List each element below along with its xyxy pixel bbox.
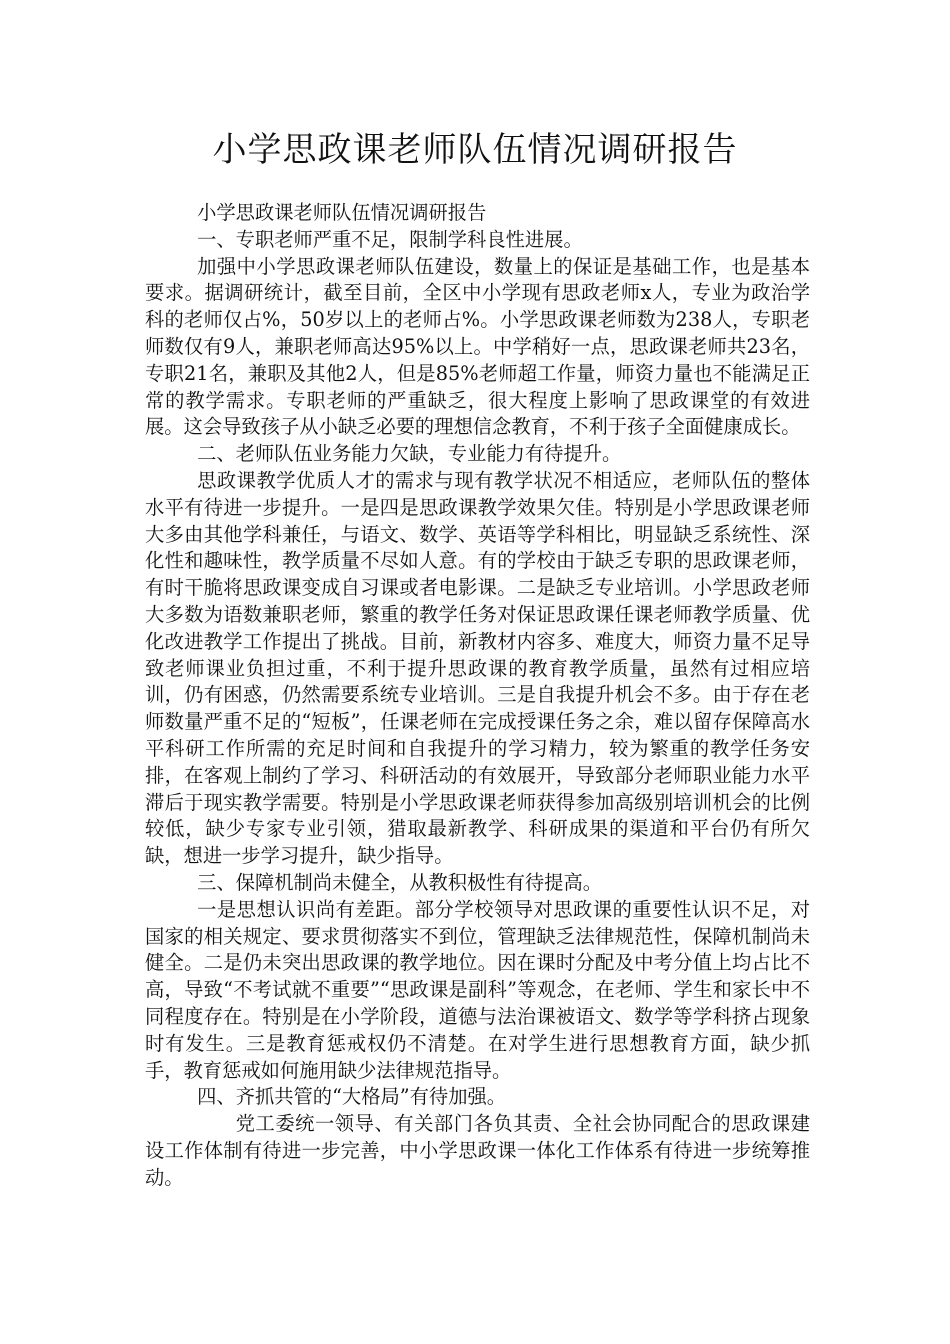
section-heading-3: 三、保障机制尚未健全，从教积极性有待提高。 [197, 870, 603, 894]
document-body [145, 200, 810, 1191]
body-paragraph: 党工委统一领导、有关部门各负其责、全社会协同配合的思政课建设工作体制有待进一步完善，中小学思政课一体化工作体系有待进一步统筹推动。 [145, 1112, 810, 1189]
section-heading-2: 二、老师队伍业务能力欠缺，专业能力有待提升。 [197, 442, 622, 466]
body-paragraph: 加强中小学思政课老师队伍建设，数量上的保证是基础工作，也是基本要求。据调研统计，截至目前，全区中小学现有思政老师x人，专业为政治学科的老师仅占%，50岁以上的老师占%。小学思政课老师数为238人，专职老师数仅有9人，兼职老师高达95%以上。中学稍好一点，思政课老师共23名，专职21名，兼职及其他2人，但是85%老师超工作量，师资力量也不能满足正常的教学需求。专职老师的严重缺乏，很大程度上影响了思政课堂的有效进展。这会导致孩子从小缺乏必要的理想信念教育，不利于孩子全面健康成长。 [145, 254, 810, 439]
section-heading-1: 一、专职老师严重不足，限制学科良性进展。 [197, 227, 583, 251]
subtitle-paragraph: 小学思政课老师队伍情况调研报告 [197, 201, 487, 224]
body-paragraph: 思政课教学优质人才的需求与现有教学状况不相适应，老师队伍的整体水平有待进一步提升。一是四是思政课教学效果欠佳。特别是小学思政课老师大多由其他学科兼任，与语文、数学、英语等学科相比，明显缺乏系统性、深化性和趣味性，教学质量不尽如人意。有的学校由于缺乏专职的思政课老师，有时干脆将思政课变成自习课或者电影课。二是缺乏专业培训。小学思政老师大多数为语数兼职老师，繁重的教学任务对保证思政课任课老师教学质量、优化改进教学工作提出了挑战。目前，新教材内容多、难度大，师资力量不足导致老师课业负担过重，不利于提升思政课的教育教学质量，虽然有过相应培训，仍有困惑，仍然需要系统专业培训。三是自我提升机会不多。由于存在老师数量严重不足的“短板”，任课老师在完成授课任务之余，难以留存保障高水平科研工作所需的充足时间和自我提升的学习精力，较为繁重的教学任务安排，在客观上制约了学习、科研活动的有效展开，导致部分老师职业能力水平滞后于现实教学需要。特别是小学思政课老师获得参加高级别培训机会的比例较低，缺少专家专业引领，猎取最新教学、科研成果的渠道和平台仍有所欠缺，想进一步学习提升，缺少指导。 [145, 468, 810, 868]
body-paragraph: 一是思想认识尚有差距。部分学校领导对思政课的重要性认识不足，对国家的相关规定、要求贯彻落实不到位，管理缺乏法律规范性，保障机制尚未健全。二是仍未突出思政课的教学地位。因在课时分配及中考分值上均占比不高，导致“不考试就不重要”“思政课是副科”等观念，在老师、学生和家长中不同程度存在。特别是在小学阶段，道德与法治课被语文、数学等学科挤占现象时有发生。三是教育惩戒权仍不清楚。在对学生进行思想教育方面，缺少抓手，教育惩戒如何施用缺少法律规范指导。 [145, 897, 810, 1082]
section-heading-4: 四、齐抓共管的“大格局”有待加强。 [197, 1085, 507, 1109]
document-title: 小学思政课老师队伍情况调研报告 [212, 130, 738, 170]
